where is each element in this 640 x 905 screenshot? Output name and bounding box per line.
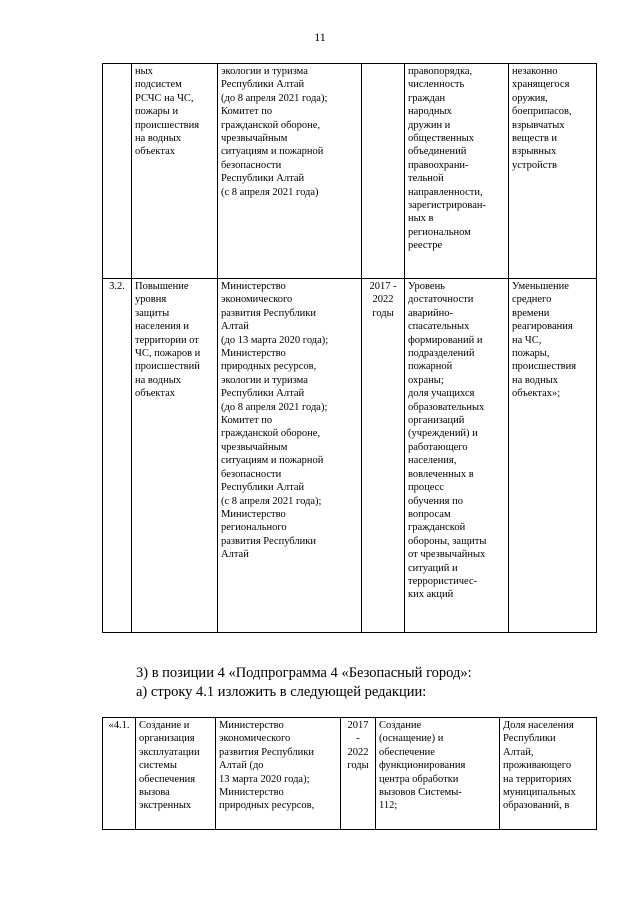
term-cell: 2017 - 2022 годы — [341, 718, 376, 830]
row-number-cell — [103, 64, 132, 279]
event-name-cell: ных подсистем РСЧС на ЧС, пожары и происшествия на водных объектах — [132, 64, 218, 279]
table-row — [103, 718, 597, 830]
row-number-cell: «4.1. — [103, 718, 136, 830]
row-number-cell: 3.2. — [103, 279, 132, 633]
indicator-cell: Создание (оснащение) и обеспечение функционирования центра обработки вызовов Системы- 112; — [376, 718, 500, 830]
measures-table-new-row — [102, 717, 597, 830]
amendment-text-row-4-1: а) строку 4.1 изложить в следующей редакции: — [136, 684, 427, 700]
result-cell: Доля населения Республики Алтай, проживающего на территориях муниципальных образований, в — [500, 718, 597, 830]
table-row — [103, 64, 597, 279]
event-name-cell: Создание и организация эксплуатации системы обеспечения вызова экстренных — [136, 718, 216, 830]
event-name-cell: Повышение уровня защиты населения и территории от ЧС, пожаров и происшествий на водных объектах — [132, 279, 218, 633]
indicator-cell: Уровень достаточности аварийно- спасательных формирований и подразделений пожарной охраны; доля учащихся образовательных организаций (учреждений) и работающего населения, вовлеченных в процесс обучения по вопросам гражданской обороны, защиты от чрезвычайных ситуаций и террористичес- ких акций — [405, 279, 509, 633]
executor-cell: Министерство экономического развития Республики Алтай (до 13 марта 2020 года); Министерство природных ресурсов, экологии и туризма Республики Алтай (до 8 апреля 2021 года); Комитет по гражданской обороне, чрезвычайным ситуациям и пожарной безопасности Республики Алтай (с 8 апреля 2021 года); Министерство регионального развития Республики Алтай — [218, 279, 362, 633]
executor-cell: экологии и туризма Республики Алтай (до 8 апреля 2021 года); Комитет по гражданской обороне, чрезвычайным ситуациям и пожарной безопасности Республики Алтай (с 8 апреля 2021 года) — [218, 64, 362, 279]
executor-cell: Министерство экономического развития Республики Алтай (до 13 марта 2020 года); Министерство природных ресурсов, — [216, 718, 341, 830]
term-cell — [362, 64, 405, 279]
result-cell: незаконно хранящегося оружия, боеприпасов, взрывчатых веществ и взрывных устройств — [509, 64, 597, 279]
result-cell: Уменьшение среднего времени реагирования на ЧС, пожары, происшествия на водных объектах»; — [509, 279, 597, 633]
page-number: 11 — [314, 30, 326, 44]
amendment-text-position-4: 3) в позиции 4 «Подпрограмма 4 «Безопасный город»: — [136, 665, 472, 681]
table-row — [103, 279, 597, 633]
indicator-cell: правопорядка, численность граждан народных дружин и общественных объединений правоохрани- тельной направленности, зарегистрирован- ных в региональном реестре — [405, 64, 509, 279]
measures-table-continued — [102, 63, 597, 633]
term-cell: 2017 - 2022 годы — [362, 279, 405, 633]
